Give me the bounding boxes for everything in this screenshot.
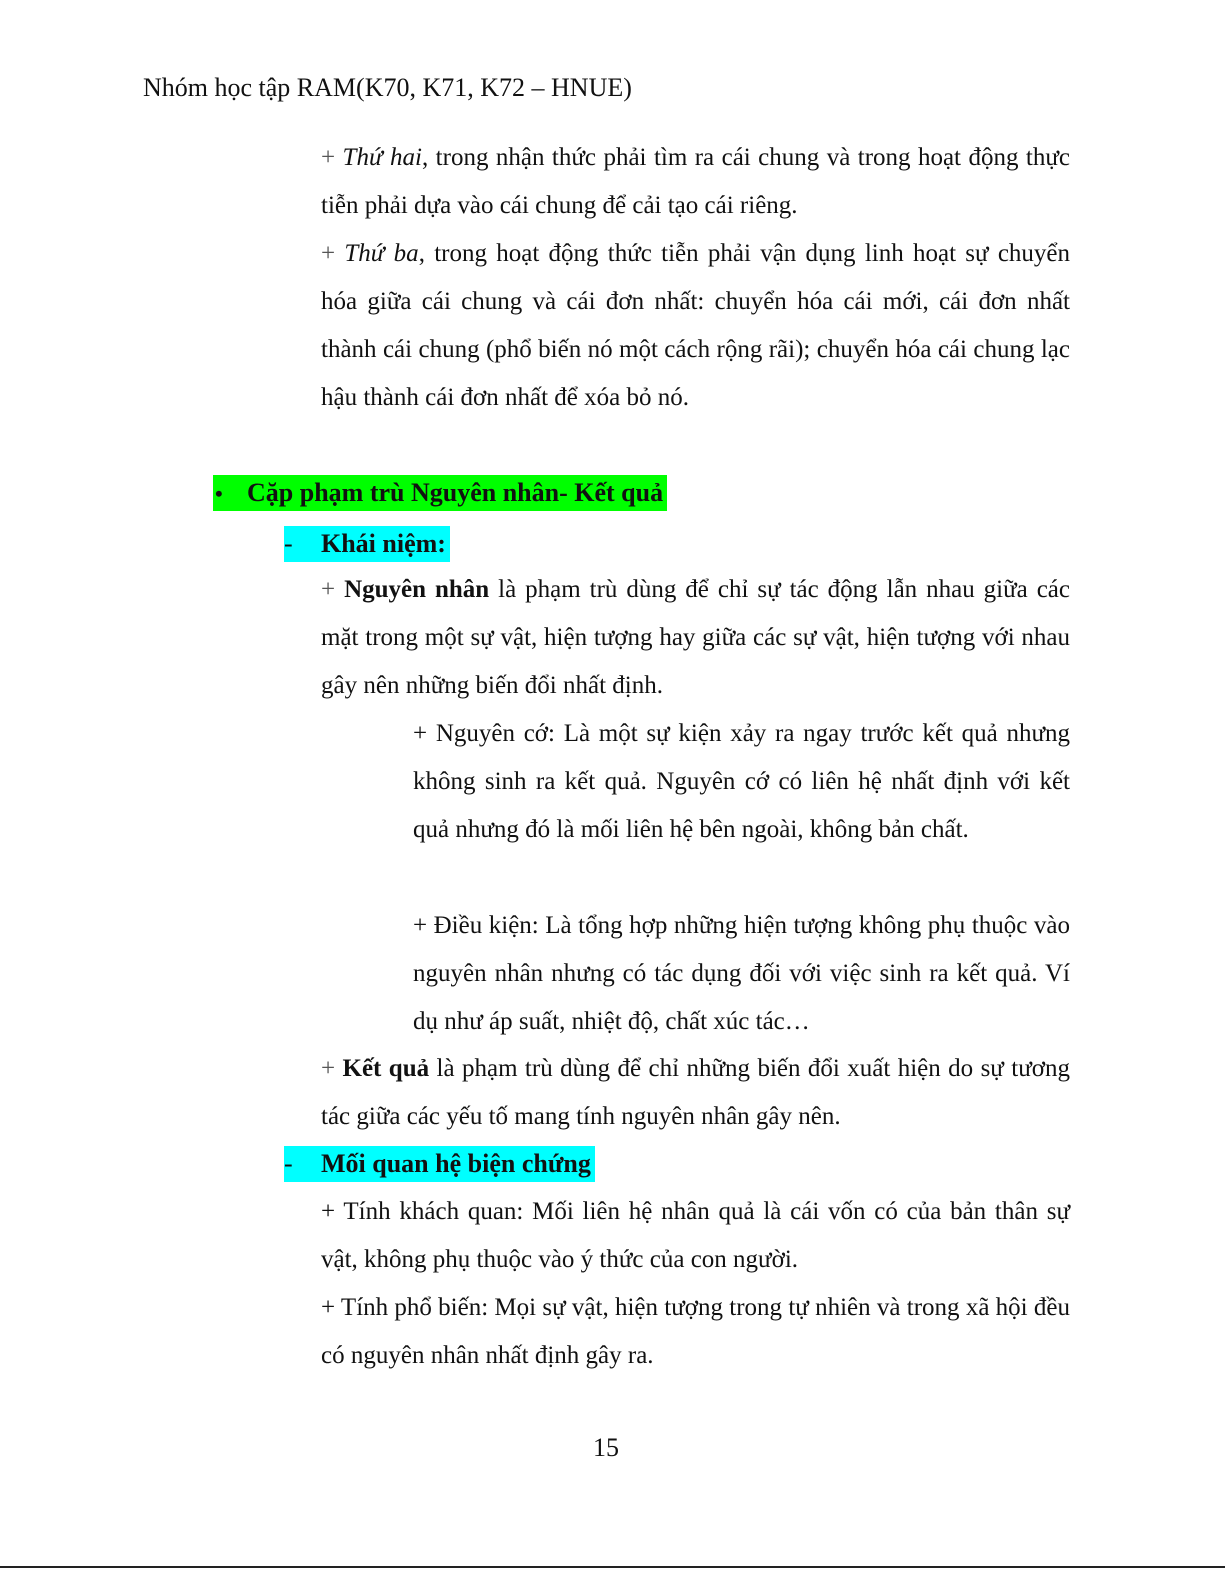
paragraph-cause-definition bbox=[321, 566, 1070, 710]
paragraph-effect-definition bbox=[321, 1045, 1070, 1141]
paragraph-second-point bbox=[321, 134, 1070, 230]
paragraph-universality: + Tính phổ biến: Mọi sự vật, hiện tượng trong tự nhiên và trong xã hội đều có nguyên nhân nhất định gây ra. bbox=[321, 1294, 1070, 1369]
page-number: 15 bbox=[593, 1433, 619, 1462]
page-bottom-rule bbox=[0, 1566, 1225, 1568]
paragraph-text: , trong nhận thức phải tìm ra cái chung và trong hoạt động thực tiễn phải dựa vào cái chung để cải tạo cái riêng. bbox=[321, 144, 1070, 219]
paragraph-text: là phạm trù dùng để chỉ sự tác động lẫn nhau giữa các mặt trong một sự vật, hiện tượng hay giữa các sự vật, hiện tượng với nhau gây nên những biến đổi nhất định. bbox=[321, 576, 1070, 699]
paragraph-third-point bbox=[321, 230, 1070, 422]
page-header: Nhóm học tập RAM(K70, K71, K72 – HNUE) bbox=[143, 73, 632, 102]
dash-marker: - bbox=[284, 1149, 293, 1178]
paragraph-condition: + Điều kiện: Là tổng hợp những hiện tượng không phụ thuộc vào nguyên nhân nhưng có tác dụng đối với việc sinh ra kết quả. Ví dụ như áp suất, nhiệt độ, chất xúc tác… bbox=[413, 912, 1070, 1035]
plus-marker: + bbox=[321, 144, 343, 171]
paragraph-objectivity: + Tính khách quan: Mối liên hệ nhân quả là cái vốn có của bản thân sự vật, không phụ thuộc vào ý thức của con người. bbox=[321, 1198, 1070, 1273]
term-effect: Kết quả bbox=[342, 1055, 430, 1082]
subheading-concept bbox=[284, 526, 450, 562]
section-heading-cause-effect bbox=[213, 475, 667, 511]
dash-marker: - bbox=[284, 529, 293, 558]
plus-marker: + bbox=[321, 576, 345, 603]
subheading-label: Khái niệm: bbox=[321, 529, 446, 558]
subheading-label: Mối quan hệ biện chứng bbox=[321, 1149, 591, 1178]
term-cause: Nguyên nhân bbox=[344, 576, 490, 603]
plus-marker: + bbox=[321, 240, 345, 267]
paragraph-occasion: + Nguyên cớ: Là một sự kiện xảy ra ngay trước kết quả nhưng không sinh ra kết quả. Nguyên cớ có liên hệ nhất định với kết quả nhưng đó là mối liên hệ bên ngoài, không bản chất. bbox=[413, 720, 1070, 843]
bullet-icon: • bbox=[215, 481, 223, 506]
subheading-dialectical-relation bbox=[284, 1146, 595, 1182]
label-third: Thứ ba bbox=[344, 240, 419, 267]
paragraph-text: , trong hoạt động thức tiễn phải vận dụng linh hoạt sự chuyển hóa giữa cái chung và cái đơn nhất: chuyển hóa cái mới, cái đơn nhất thành cái chung (phổ biến nó một cách rộng rãi); chuyển hóa cái chung lạc hậu thành cái đơn nhất để xóa bỏ nó. bbox=[321, 240, 1071, 411]
paragraph-text: là phạm trù dùng để chỉ những biến đổi xuất hiện do sự tương tác giữa các yếu tố mang tính nguyên nhân gây nên. bbox=[321, 1055, 1070, 1130]
section-heading-label: Cặp phạm trù Nguyên nhân- Kết quả bbox=[247, 478, 664, 507]
plus-marker: + bbox=[321, 1055, 343, 1082]
label-second: Thứ hai bbox=[342, 144, 422, 171]
